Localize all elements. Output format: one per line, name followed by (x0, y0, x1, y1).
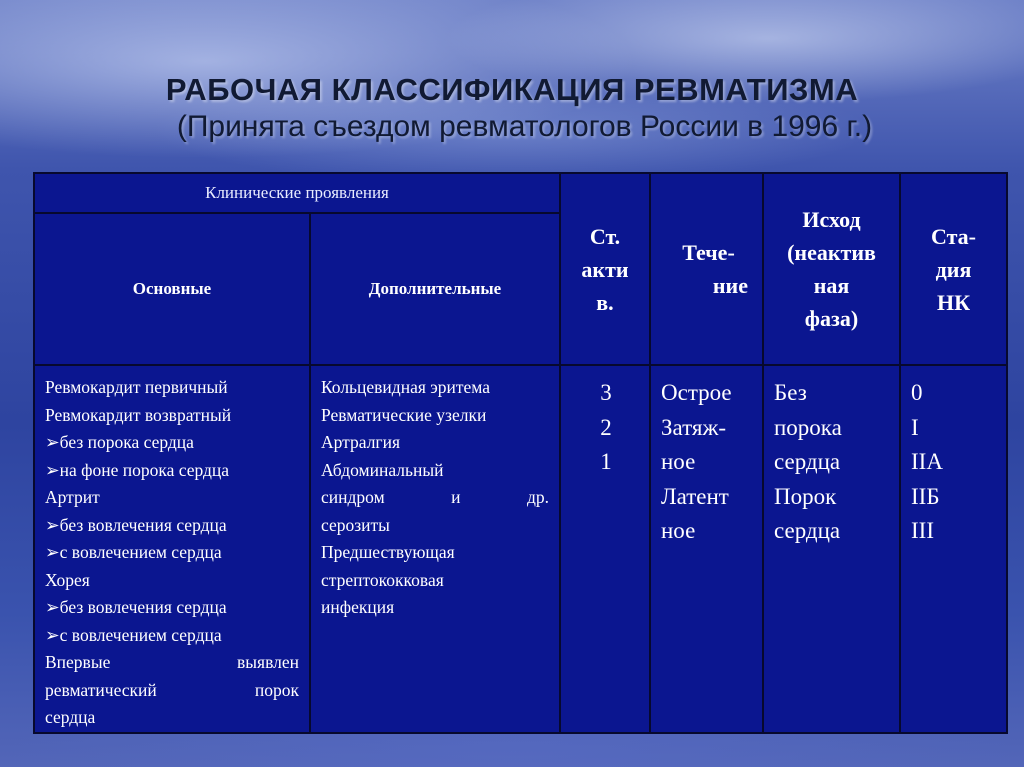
list-item: ревматический порок (45, 679, 299, 700)
course-value: Латент (661, 483, 729, 509)
outcome-value: Без (774, 380, 807, 405)
list-item: серозиты (321, 514, 390, 535)
list-item: ➢с вовлечением сердца (45, 624, 222, 645)
list-item: сердца (45, 707, 96, 727)
list-item: ➢без вовлечения сердца (45, 514, 227, 535)
list-item: Артрит (45, 487, 100, 507)
header-activity: Ст. акти в. (560, 173, 650, 365)
outcome-value: порока (774, 414, 842, 440)
stage-value: I (911, 414, 919, 440)
activity-value: 2 (600, 414, 612, 440)
list-item: синдром и др. (321, 487, 549, 507)
list-item: Кольцевидная эритема (321, 377, 491, 397)
course-value: Затяж- (661, 414, 727, 440)
list-item: Хорея (45, 569, 90, 590)
list-item: Предшествующая (321, 542, 455, 562)
course-value: Острое (661, 380, 732, 405)
course-value: ное (661, 518, 696, 543)
list-item: Артралгия (321, 432, 401, 452)
header-additional: Дополнительные (310, 213, 560, 365)
additional-manifestations-cell (310, 365, 560, 733)
stage-value: III (911, 518, 934, 543)
outcome-value: Порок (774, 483, 837, 509)
list-item: Ревмокардит возвратный (45, 404, 232, 425)
title-subtitle: (Принята съездом ревматологов России в 1996 г.) (176, 110, 873, 143)
outcome-cell (763, 365, 900, 733)
course-value: ное (661, 449, 696, 474)
list-item: ➢с вовлечением сердца (45, 542, 222, 562)
header-stage: Ста- дия НК (900, 173, 1007, 365)
activity-cell (560, 365, 650, 733)
stage-value: IIБ (911, 483, 940, 509)
header-clinical: Клинические проявления (34, 173, 560, 213)
stage-cell (900, 365, 1007, 733)
list-item: ➢без вовлечения сердца (45, 597, 227, 617)
title-main: РАБОЧАЯ КЛАССИФИКАЦИЯ РЕВМАТИЗМА (165, 72, 859, 107)
list-item: стрептококковая (321, 569, 444, 590)
list-item: инфекция (321, 597, 395, 617)
outcome-value: сердца (774, 449, 841, 474)
stage-value: IIA (911, 449, 943, 474)
list-item: Ревмокардит первичный (45, 377, 228, 397)
main-manifestations-cell (34, 365, 310, 733)
header-course: Тече- ние (650, 173, 763, 365)
activity-value: 3 (600, 380, 612, 405)
classification-table (33, 172, 1008, 734)
list-item: ➢на фоне порока сердца (45, 459, 230, 480)
list-item: Абдоминальный (321, 459, 444, 480)
slide-title (0, 72, 1024, 144)
header-outcome: Исход (неактив ная фаза) (763, 173, 900, 365)
list-item: ➢без порока сердца (45, 432, 194, 452)
activity-value: 1 (600, 449, 612, 474)
list-item: Впервые выявлен (45, 652, 299, 672)
course-cell (650, 365, 763, 733)
header-main: Основные (34, 213, 310, 365)
list-item: Ревматические узелки (321, 404, 487, 425)
outcome-value: сердца (774, 518, 841, 543)
stage-value: 0 (911, 380, 923, 405)
